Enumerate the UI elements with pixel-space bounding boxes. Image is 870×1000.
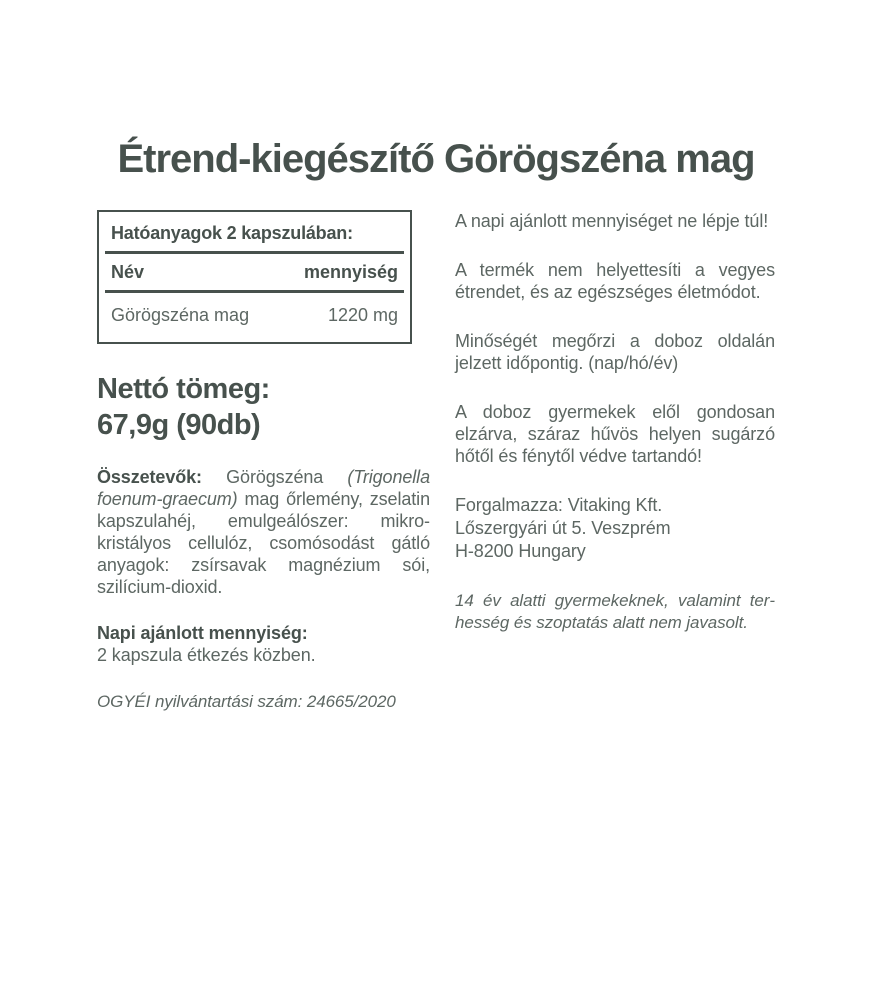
right-column [455,210,775,634]
net-weight [97,371,430,443]
ingredients-text-start: Görögszéna [201,467,348,487]
table-row [111,298,398,330]
table-rule-bottom [105,290,404,293]
distributor-line-1: Forgalmazza: Vitaking Kft. [455,495,663,515]
registration-number: OGYÉI nyilvántartási szám: 24665/2020 [97,692,396,711]
table-title: Hatóanyagok 2 kapszulában: [111,223,353,243]
net-weight-label: Nettó tömeg: [97,373,270,405]
notice-diet: A termék nem helyettesíti a vegyes étrendet, és az egészséges életmódot. [455,260,775,302]
ingredients-latin-name: (Trigonella foenum-graecum) [97,467,430,509]
ingredients-label: Összetevők: [97,467,202,487]
net-weight-value: 67,9g (90db) [97,409,261,441]
ingredient-name: Görögszéna mag [111,305,250,325]
two-column-layout [97,210,775,713]
page-title: Étrend-kiegészítő Görögszéna mag [117,137,755,181]
notice-limit: A napi ajánlott mennyiséget ne lépje túl! [455,211,769,231]
daily-dose [97,622,430,666]
active-ingredients-table [97,210,412,344]
daily-dose-heading: Napi ajánlott mennyiség: [97,623,308,643]
table-col-name-header: Név [111,262,145,282]
table-rule-top [105,251,404,254]
table-header-row [111,259,398,285]
ingredients-text-rest: mag őrlemény, zselatin kapszulahéj, emulgeálószer: mikrokristályos cellulóz, csomósodást gátló anyagok: zsírsavak magnézium sói, szilícium-dioxid. [97,489,430,597]
ingredient-amount: 1220 mg [327,305,398,325]
table-col-amount-header: mennyiség [303,262,398,282]
distributor-line-2: Lőszergyári út 5. Veszprém [455,518,671,538]
left-column [97,210,430,713]
warning-note: 14 év alatti gyermekeknek, valamint terhesség és szoptatás alatt nem javasolt. [455,591,775,632]
distributor-block [455,494,775,563]
ingredients-paragraph [97,466,430,598]
notice-quality: Minőségét megőrzi a doboz oldalán jelzett időpontig. (nap/hó/év) [455,331,775,373]
notice-storage: A doboz gyermekek elől gondosan elzárva, száraz hűvös helyen sugárzó hőtől és fénytől védve tartandó! [455,402,775,466]
distributor-line-3: H-8200 Hungary [455,541,586,561]
daily-dose-value: 2 kapszula étkezés közben. [97,645,316,665]
